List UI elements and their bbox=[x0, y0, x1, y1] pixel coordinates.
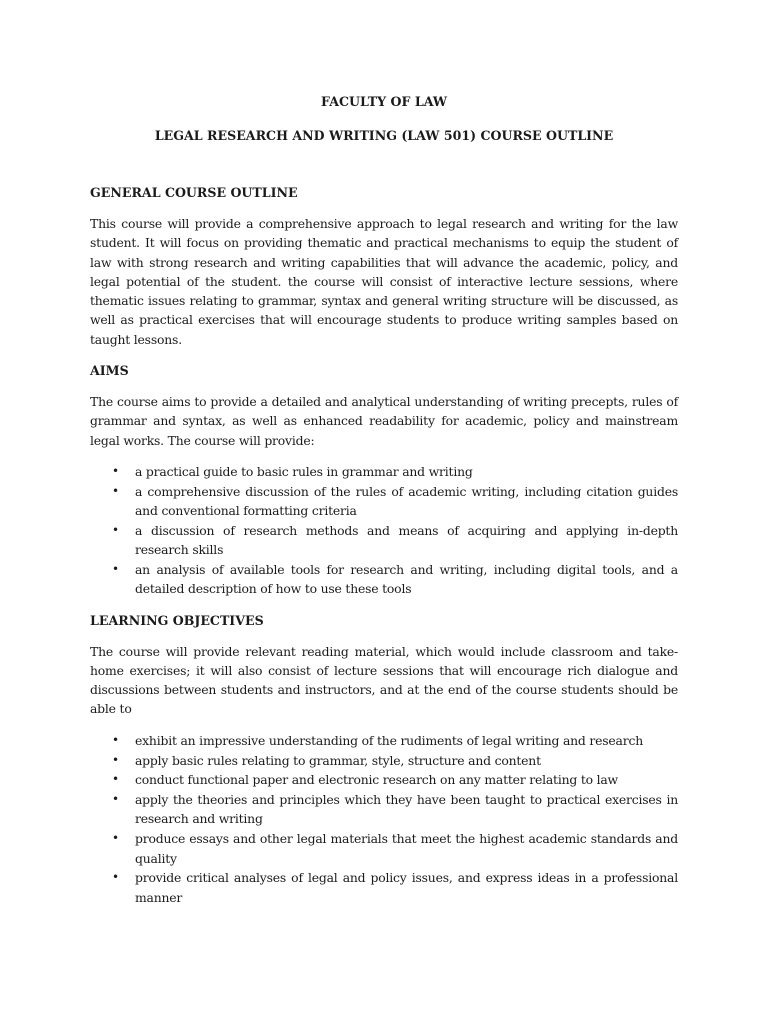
list-item bbox=[90, 829, 678, 868]
list-item bbox=[90, 770, 678, 789]
objectives-section bbox=[90, 611, 678, 907]
list-item bbox=[90, 790, 678, 829]
aims-paragraph: The course aims to provide a detailed and analytical understanding of writing precepts, rules of grammar and syntax, as well as enhanced readability for academic, policy and mainstream legal works. The course will provide: bbox=[90, 394, 678, 448]
bullet-icon: • bbox=[112, 772, 119, 787]
bullet-icon: • bbox=[112, 483, 119, 498]
bullet-icon: • bbox=[112, 870, 119, 885]
general-section bbox=[90, 183, 678, 349]
list-item bbox=[90, 521, 678, 560]
bullet-icon: • bbox=[112, 792, 119, 807]
list-item bbox=[90, 868, 678, 907]
list-item bbox=[90, 482, 678, 521]
aims-heading: AIMS bbox=[90, 363, 129, 379]
bullet-icon: • bbox=[112, 561, 119, 576]
bullet-icon: • bbox=[112, 831, 119, 846]
objectives-paragraph: The course will provide relevant reading material, which would include classroom and take-home exercises; it will also consist of lecture sessions that will encourage rich dialogue and discussions between students and instructors, and at the end of the course students should be able to bbox=[90, 643, 678, 717]
list-item-text: exhibit an impressive understanding of the rudiments of legal writing and research bbox=[135, 732, 643, 748]
course-title: LEGAL RESEARCH AND WRITING (LAW 501) COURSE OUTLINE bbox=[154, 128, 614, 143]
bullet-icon: • bbox=[112, 463, 119, 478]
list-item-text: an analysis of available tools for research and writing, including digital tools, and a detailed description of how to use these tools bbox=[135, 561, 678, 597]
bullet-icon: • bbox=[112, 732, 119, 747]
list-item-text: a discussion of research methods and means of acquiring and applying in-depth research skills bbox=[135, 522, 678, 558]
general-heading: GENERAL COURSE OUTLINE bbox=[90, 185, 298, 200]
aims-section bbox=[90, 361, 678, 598]
bullet-icon: • bbox=[112, 752, 119, 767]
faculty-title: FACULTY OF LAW bbox=[321, 94, 447, 109]
list-item bbox=[90, 751, 678, 770]
objectives-bullet-list bbox=[90, 731, 678, 907]
list-item-text: conduct functional paper and electronic research on any matter relating to law bbox=[135, 772, 618, 788]
list-item-text: provide critical analyses of legal and policy issues, and express ideas in a professional manner bbox=[135, 870, 678, 905]
list-item-text: apply basic rules relating to grammar, style, structure and content bbox=[135, 752, 541, 768]
list-item bbox=[90, 560, 678, 599]
list-item-text: produce essays and other legal materials that meet the highest academic standards and quality bbox=[135, 831, 678, 866]
bullet-icon: • bbox=[112, 522, 119, 537]
general-paragraph: This course will provide a comprehensive approach to legal research and writing for the law student. It will focus on providing thematic and practical mechanisms to equip the student of law with strong research and writing capabilities that will advance the academic, policy, and legal potential of the student. the course will consist of interactive lecture sessions, where thematic issues relating to grammar, syntax and general writing structure will be discussed, as well as practical exercises that will encourage students to produce writing samples based on taught lessons. bbox=[90, 216, 678, 347]
list-item bbox=[90, 462, 678, 481]
document-page bbox=[90, 92, 678, 919]
objectives-heading: LEARNING OBJECTIVES bbox=[90, 612, 264, 628]
list-item-text: a comprehensive discussion of the rules of academic writing, including citation guides and conventional formatting criteria bbox=[135, 483, 678, 519]
aims-bullet-list bbox=[90, 462, 678, 599]
list-item-text: apply the theories and principles which they have been taught to practical exercises in research and writing bbox=[135, 792, 678, 827]
list-item-text: a practical guide to basic rules in grammar and writing bbox=[135, 463, 473, 479]
list-item bbox=[90, 731, 678, 750]
